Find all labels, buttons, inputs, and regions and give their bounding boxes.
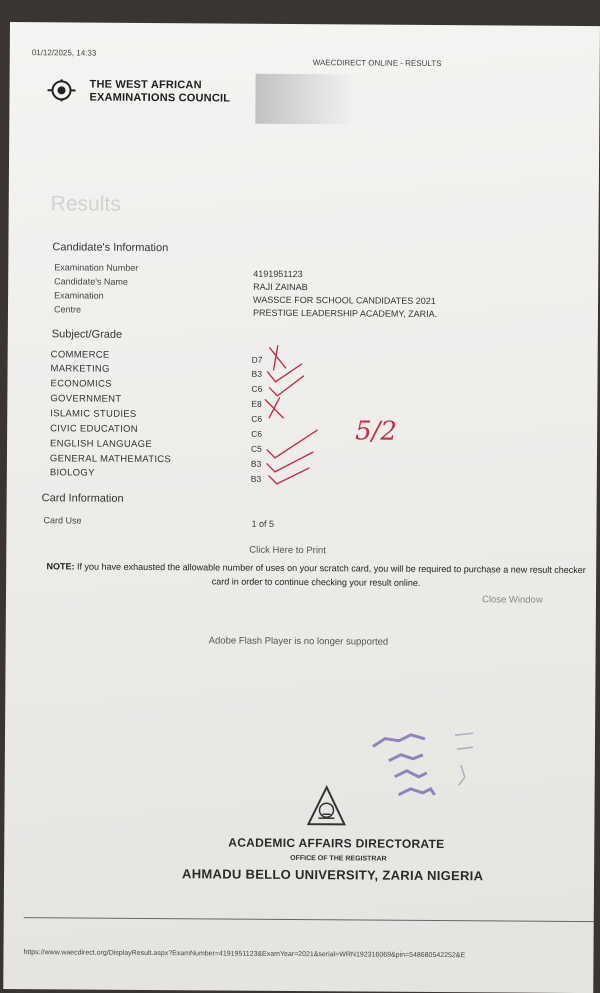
abu-crest-icon	[304, 784, 348, 828]
subject-grade: D7	[251, 354, 263, 365]
tick-mark-icon	[267, 430, 317, 458]
org-name-line1: THE WEST AFRICAN	[89, 78, 202, 92]
print-link[interactable]: Click Here to Print	[249, 544, 326, 557]
subject-grade: B3	[251, 368, 262, 379]
subject-grade: B3	[250, 458, 262, 469]
exam-number-value: 4191951123	[253, 268, 303, 280]
subject-name: COMMERCE	[50, 349, 110, 361]
stamp-university: AHMADU BELLO UNIVERSITY, ZARIA NIGERIA	[182, 866, 484, 884]
stamp-directorate: ACADEMIC AFFAIRS DIRECTORATE	[228, 835, 445, 852]
stamp-office: OFFICE OF THE REGISTRAR	[290, 854, 387, 863]
candidate-name-value: RAJI ZAINAB	[253, 281, 308, 293]
handwritten-annotation: 5/2	[355, 416, 398, 447]
cross-mark-icon	[265, 398, 283, 418]
close-window-link[interactable]: Close Window	[481, 594, 543, 606]
subject-name: ENGLISH LANGUAGE	[50, 438, 153, 451]
candidate-heading: Candidate's Information	[52, 241, 169, 255]
subject-name: GOVERNMENT	[50, 393, 122, 405]
subject-grade: E8	[251, 398, 262, 409]
subject-grade: B3	[250, 473, 262, 484]
tick-mark-icon	[269, 468, 309, 484]
note-text: If you have exhausted the allowable number of uses on your scratch card, you will be required to purchase a new result checker card in order to continue checking your result online.	[77, 561, 586, 588]
header-banner-image	[255, 74, 351, 125]
subject-name: ISLAMIC STUDIES	[50, 408, 137, 420]
subject-grade: C5	[250, 443, 262, 454]
field-label: Candidate's Name	[54, 276, 128, 287]
subject-name: ECONOMICS	[50, 378, 112, 390]
footer-url: https://www.waecdirect.org/DisplayResult.aspx?ExamNumber=4191951123&ExamYear=2021&serial=WRN192316069&pin=548680542252&E	[23, 949, 466, 960]
result-document	[3, 22, 600, 993]
subject-grade: C6	[251, 428, 263, 439]
card-use-value: 1 of 5	[251, 518, 275, 529]
print-datetime: 01/12/2025, 14:33	[31, 48, 97, 58]
field-label: Examination Number	[54, 262, 139, 273]
org-name-line2: EXAMINATIONS COUNCIL	[89, 91, 231, 105]
card-heading: Card Information	[41, 492, 124, 505]
subject-name: CIVIC EDUCATION	[50, 423, 138, 435]
subject-name: GENERAL MATHEMATICS	[49, 453, 172, 466]
scratch-card-note	[46, 559, 586, 591]
subject-name: BIOLOGY	[49, 467, 95, 479]
card-use-label: Card Use	[43, 515, 82, 526]
subject-heading: Subject/Grade	[51, 328, 123, 341]
footer-divider	[24, 917, 594, 922]
purple-stamp-icon	[364, 724, 475, 815]
subject-grade: C6	[251, 383, 263, 394]
tick-mark-icon	[267, 452, 313, 472]
examination-value: WASSCE FOR SCHOOL CANDIDATES 2021	[253, 294, 436, 306]
page-title: Results	[50, 192, 121, 216]
waec-logo-icon	[45, 78, 77, 102]
centre-value: PRESTIGE LEADERSHIP ACADEMY, ZARIA.	[252, 307, 438, 319]
note-prefix: NOTE:	[46, 561, 75, 572]
org-name	[89, 79, 230, 106]
field-label: Examination	[54, 290, 104, 301]
tick-mark-icon	[267, 364, 301, 382]
flash-message: Adobe Flash Player is no longer supported	[208, 635, 389, 648]
site-title: WAECDIRECT ONLINE - RESULTS	[312, 58, 442, 69]
subject-grade: C6	[251, 413, 263, 424]
cross-mark-icon	[270, 346, 286, 370]
tick-mark-icon	[269, 376, 303, 396]
field-label: Centre	[53, 304, 82, 315]
subject-name: MARKETING	[50, 363, 110, 375]
